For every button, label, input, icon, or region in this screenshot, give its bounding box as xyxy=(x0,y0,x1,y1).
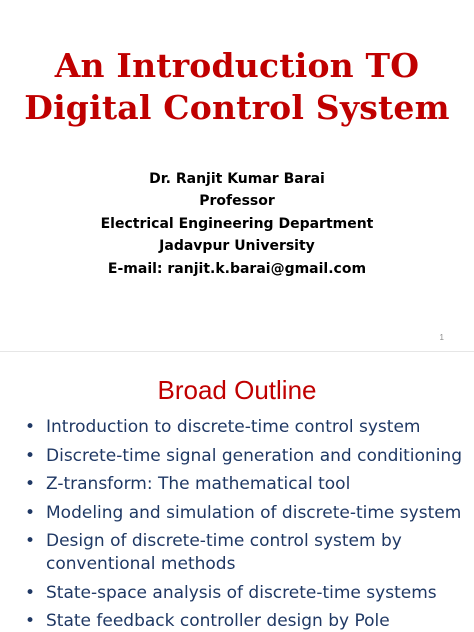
outline-bullet-list xyxy=(0,416,474,632)
bullet-text: Modeling and simulation of discrete-time system xyxy=(46,502,462,523)
bullet-item xyxy=(0,416,474,439)
outline-title: Broad Outline xyxy=(157,375,317,405)
bullet-text: Discrete-time signal generation and conditioning xyxy=(46,445,462,466)
author-university: Jadavpur University xyxy=(159,238,315,254)
bullet-dot-icon: • xyxy=(25,611,36,631)
bullet-item xyxy=(0,445,474,468)
bullet-dot-icon: • xyxy=(25,417,36,437)
bullet-text: Z-transform: The mathematical tool xyxy=(46,474,351,494)
author-department: Electrical Engineering Department xyxy=(100,216,374,232)
bullet-dot-icon: • xyxy=(25,531,36,551)
author-email: E-mail: ranjit.k.barai@gmail.com xyxy=(107,261,367,277)
author-title: Professor xyxy=(199,193,275,209)
bullet-dot-icon: • xyxy=(25,445,36,466)
slide-title-line-1: An Introduction TO xyxy=(54,46,420,85)
bullet-text: State-space analysis of discrete-time systems xyxy=(46,582,437,603)
bullet-dot-icon: • xyxy=(25,502,36,523)
page-number: 1 xyxy=(439,333,444,342)
outline-slide xyxy=(0,352,474,632)
bullet-item xyxy=(0,530,474,576)
bullet-item xyxy=(0,582,474,605)
bullet-item xyxy=(0,473,474,496)
slide-title-line-2: Digital Control System xyxy=(24,88,450,127)
bullet-text: State feedback controller design by Pole xyxy=(46,611,390,631)
bullet-text: Design of discrete-time control system by conventional methods xyxy=(46,531,402,574)
bullet-item xyxy=(0,502,474,525)
bullet-text: Introduction to discrete-time control system xyxy=(46,417,421,437)
bullet-dot-icon: • xyxy=(25,474,36,494)
bullet-dot-icon: • xyxy=(25,582,36,603)
bullet-item xyxy=(0,610,474,632)
author-name: Dr. Ranjit Kumar Barai xyxy=(149,171,325,187)
